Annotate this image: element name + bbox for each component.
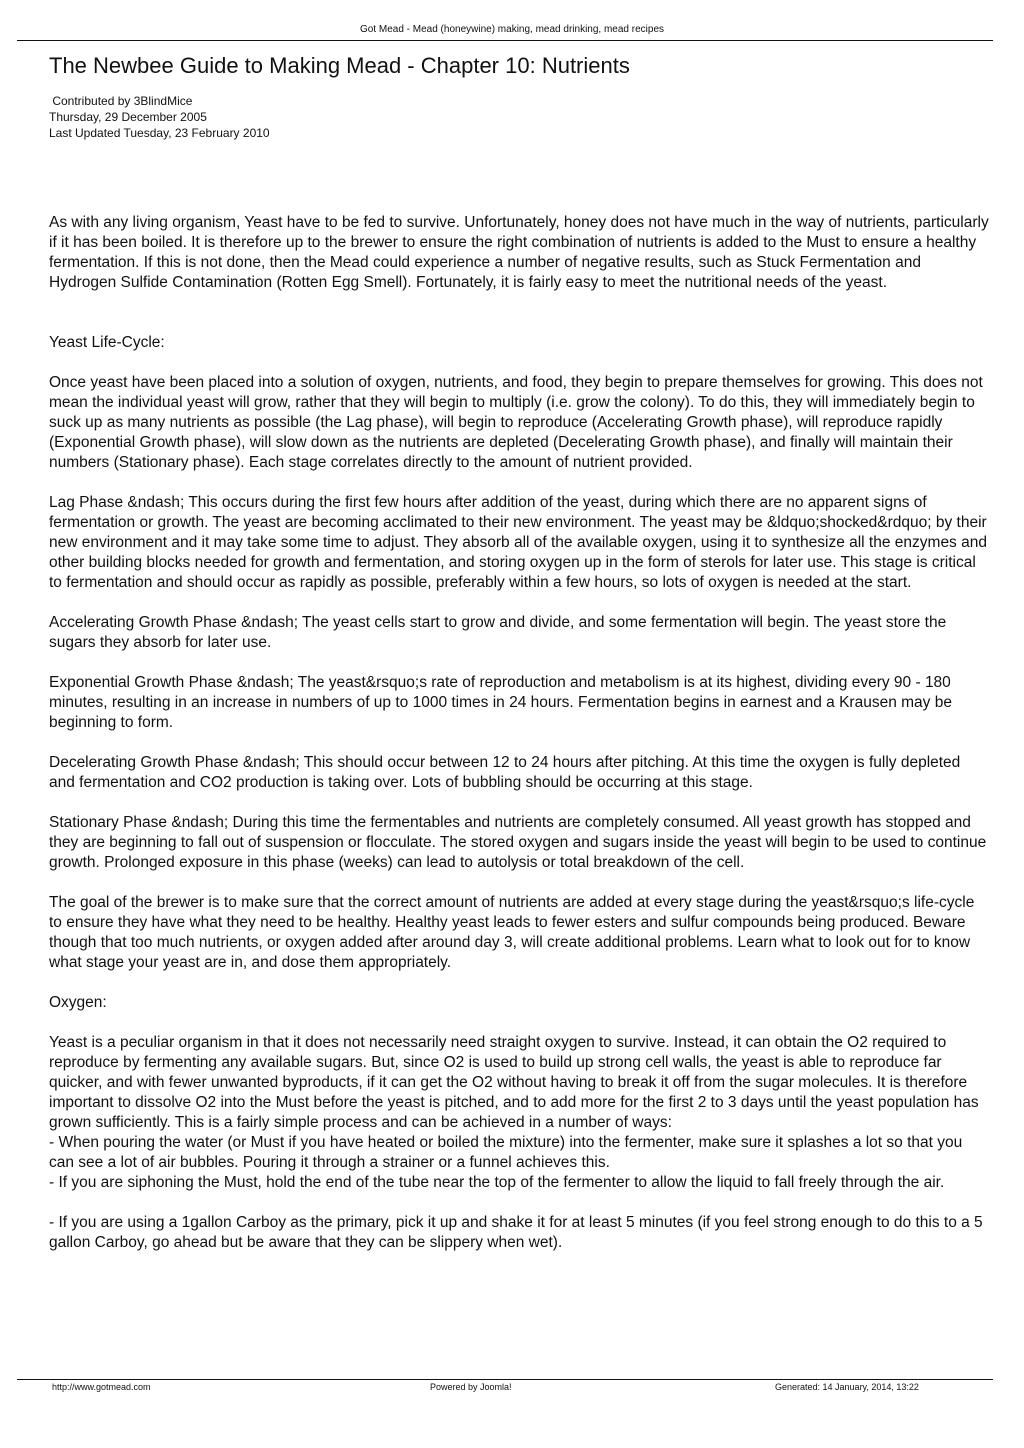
section-heading-yeast-life-cycle: Yeast Life-Cycle: bbox=[49, 334, 165, 351]
decelerating-growth-paragraph: Decelerating Growth Phase &ndash; This should occur between 12 to 24 hours after pitching. At this time the oxygen is fully depleted and fermentation and CO2 production is taking over. Lots of bubbling should be occurring at this stage. bbox=[49, 754, 961, 791]
site-header: Got Mead - Mead (honeywine) making, mead drinking, mead recipes bbox=[359, 24, 665, 35]
article-meta bbox=[49, 93, 270, 141]
section-heading-oxygen: Oxygen: bbox=[49, 994, 107, 1011]
carboy-paragraph: - If you are using a 1gallon Carboy as the primary, pick it up and shake it for at least 5 minutes (if you feel strong enough to do this to a 5 gallon Carboy, go ahead but be aware that they can be slippery when wet). bbox=[49, 1214, 983, 1251]
stationary-phase-paragraph: Stationary Phase &ndash; During this time the fermentables and nutrients are completely consumed. All yeast growth has stopped and they are beginning to fall out of suspension or flocculate. The stored oxygen and sugars inside the yeast will begin to be used to continue growth. Prolonged exposure in this phase (weeks) can lead to autolysis or total breakdown of the cell. bbox=[49, 814, 987, 871]
intro-paragraph: As with any living organism, Yeast have to be fed to survive. Unfortunately, honey does not have much in the way of nutrients, particularly if it has been boiled. It is therefore up to the brewer to ensure the right combination of nutrients is added to the Must to ensure a healthy fermentation. If this is not done, then the Mead could experience a number of negative results, such as Stuck Fermentation and Hydrogen Sulfide Contamination (Rotten Egg Smell). Fortunately, it is fairly easy to meet the nutritional needs of the yeast. bbox=[49, 214, 989, 291]
brewer-goal-paragraph: The goal of the brewer is to make sure that the correct amount of nutrients are added at every stage during the yeast&rsquo;s life-cycle to ensure they have what they need to be healthy. Healthy yeast leads to fewer esters and sulfur compounds being produced. Beware though that too much nutrients, or oxygen added after around day 3, will create additional problems. Learn what to look out for to know what stage your yeast are in, and dose them appropriately. bbox=[49, 894, 975, 971]
exponential-growth-paragraph: Exponential Growth Phase &ndash; The yeast&rsquo;s rate of reproduction and metabolism is at its highest, dividing every 90 - 180 minutes, resulting in an increase in numbers of up to 1000 times in 24 hours. Fermentation begins in earnest and a Krausen may be beginning to form. bbox=[49, 674, 952, 731]
accelerating-growth-paragraph: Accelerating Growth Phase &ndash; The yeast cells start to grow and divide, and some fermentation will begin. The yeast store the sugars they absorb for later use. bbox=[49, 614, 947, 651]
article-date: Thursday, 29 December 2005 bbox=[49, 110, 207, 124]
lag-phase-paragraph: Lag Phase &ndash; This occurs during the first few hours after addition of the yeast, during which there are no apparent signs of fermentation or growth. The yeast are becoming acclimated to their new environment. The yeast may be &ldquo;shocked&rdquo; by their new environment and it may take some time to adjust. They absorb all of the available oxygen, using it to synthesize all the enzymes and other building blocks needed for growth and fermentation, and storing oxygen up in the form of sterols for later use. This stage is critical to fermentation and should occur as rapidly as possible, preferably within a few hours, so lots of oxygen is needed at the start. bbox=[49, 494, 987, 591]
footer-generated-date: Generated: 14 January, 2014, 13:22 bbox=[775, 1382, 919, 1392]
header-divider bbox=[17, 40, 993, 41]
article-last-updated: Last Updated Tuesday, 23 February 2010 bbox=[49, 126, 270, 140]
footer-divider bbox=[17, 1379, 993, 1380]
article-author: Contributed by 3BlindMice bbox=[49, 94, 193, 108]
article-body bbox=[49, 213, 989, 1253]
page-footer bbox=[0, 1381, 1024, 1395]
footer-site-url: http://www.gotmead.com bbox=[52, 1382, 151, 1392]
life-cycle-paragraph: Once yeast have been placed into a solution of oxygen, nutrients, and food, they begin to prepare themselves for growing. This does not mean the individual yeast will grow, rather that they will begin to multiply (i.e. grow the colony). To do this, they will immediately begin to suck up as many nutrients as possible (the Lag phase), will begin to reproduce (Accelerating Growth phase), will reproduce rapidly (Exponential Growth phase), will slow down as the nutrients are depleted (Decelerating Growth phase), and finally will maintain their numbers (Stationary phase). Each stage correlates directly to the amount of nutrient provided. bbox=[49, 374, 983, 471]
footer-powered-by: Powered by Joomla! bbox=[430, 1382, 512, 1392]
article-title: The Newbee Guide to Making Mead - Chapter 10: Nutrients bbox=[49, 53, 630, 78]
oxygen-paragraph: Yeast is a peculiar organism in that it does not necessarily need straight oxygen to survive. Instead, it can obtain the O2 required to reproduce by fermenting any available sugars. But, since O2 is used to build up strong cell walls, the yeast is able to reproduce far quicker, and with fewer unwanted byproducts, if it can get the O2 without having to break it off from the sugar molecules. It is therefore important to dissolve O2 into the Must before the yeast is pitched, and to add more for the first 2 to 3 days until the yeast population has grown sufficiently. This is a fairly simple process and can be achieved in a number of ways: - When pouring the water (or Must if you have heated or boiled the mixture) into the fermenter, make sure it splashes a lot so that you can see a lot of air bubbles. Pouring it through a strainer or a funnel achieves this. - If you are siphoning the Must, hold the end of the tube near the top of the fermenter to allow the liquid to fall freely through the air. bbox=[49, 1034, 979, 1191]
